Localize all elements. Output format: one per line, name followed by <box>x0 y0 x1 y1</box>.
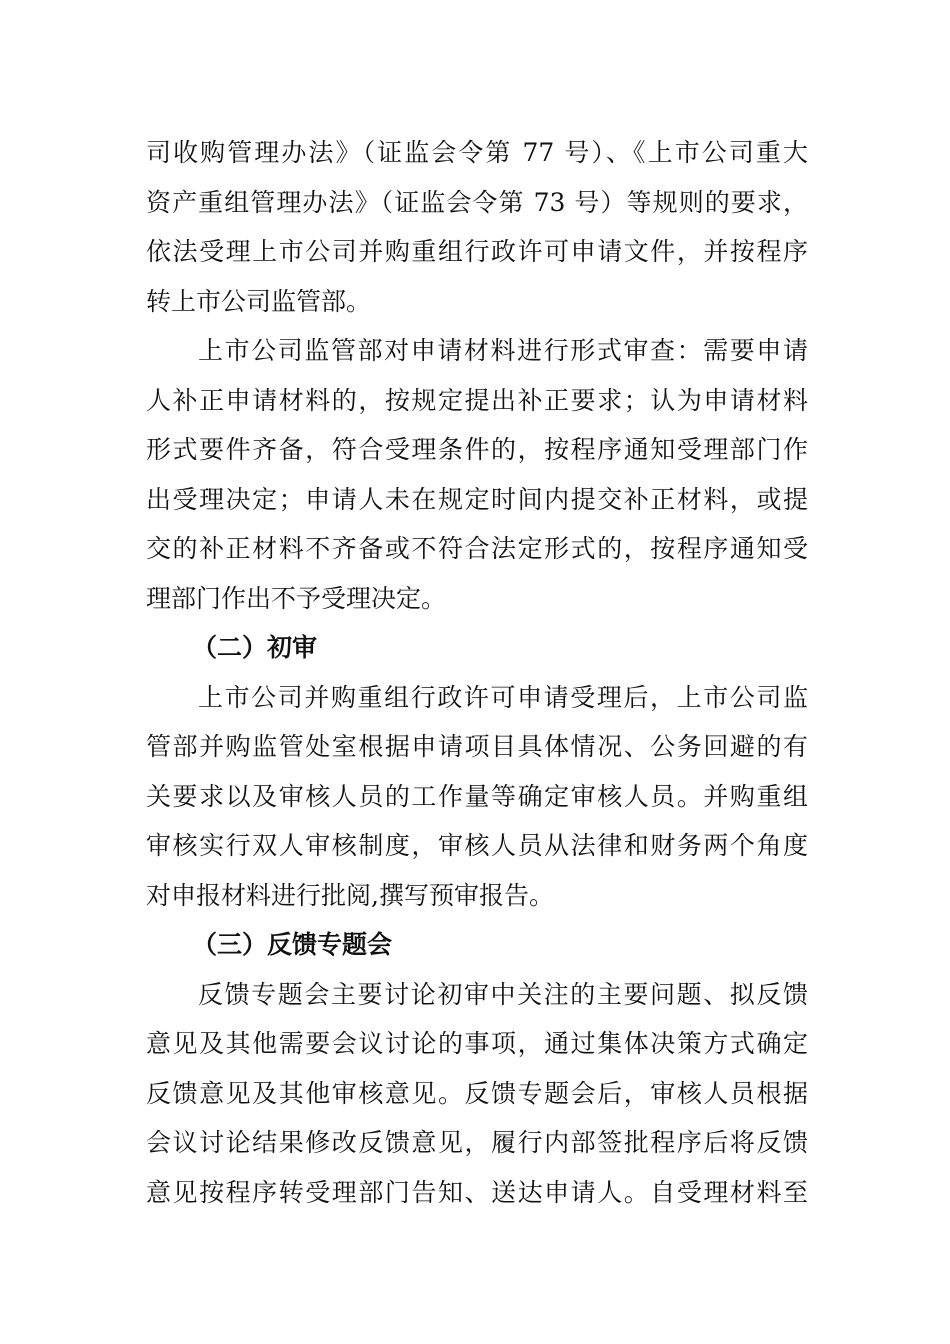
body-text-line: 会议讨论结果修改反馈意见，履行内部签批程序后将反馈 <box>146 1128 808 1157</box>
body-text-line: 反馈意见及其他审核意见。反馈专题会后，审核人员根据 <box>146 1078 808 1108</box>
body-text-line: 对申报材料进行批阅,撰写预审报告。 <box>146 880 554 910</box>
body-text-line: 司收购管理办法》（证监会令第 77 号）、《上市公司重大 <box>146 138 808 167</box>
paragraph-first-line: 反馈专题会主要讨论初审中关注的主要问题、拟反馈 <box>198 979 808 1009</box>
body-text-line: 依法受理上市公司并购重组行政许可申请文件，并按程序 <box>146 237 808 266</box>
body-text-line: 意见按程序转受理部门告知、送达申请人。自受理材料至 <box>146 1177 808 1207</box>
body-text-line: 转上市公司监管部。 <box>146 286 372 316</box>
body-text-line: 意见及其他需要会议讨论的事项，通过集体决策方式确定 <box>146 1029 808 1058</box>
body-text-line: 理部门作出不予受理决定。 <box>146 583 447 613</box>
body-text-line: 人补正申请材料的，按规定提出补正要求；认为申请材料 <box>146 385 808 415</box>
body-text-line: 关要求以及审核人员的工作量等确定审核人员。并购重组 <box>146 781 808 811</box>
body-text-line: 交的补正材料不齐备或不符合法定形式的，按程序通知受 <box>146 534 808 563</box>
body-text-line: 管部并购监管处室根据申请项目具体情况、公务回避的有 <box>146 732 808 761</box>
section-heading-feedback-meeting: （三）反馈专题会 <box>192 930 393 959</box>
body-text-line: 出受理决定；申请人未在规定时间内提交补正材料，或提 <box>146 484 808 514</box>
body-text-line: 资产重组管理办法》（证监会令第 73 号）等规则的要求， <box>146 187 808 217</box>
document-body <box>146 128 808 1217</box>
body-text-line: 审核实行双人审核制度，审核人员从法律和财务两个角度 <box>146 831 808 860</box>
section-heading-preliminary-review: （二）初审 <box>192 633 318 662</box>
body-text-line: 形式要件齐备，符合受理条件的，按程序通知受理部门作 <box>146 435 808 464</box>
paragraph-first-line: 上市公司并购重组行政许可申请受理后，上市公司监 <box>198 682 808 712</box>
paragraph-first-line: 上市公司监管部对申请材料进行形式审查：需要申请 <box>198 336 808 365</box>
